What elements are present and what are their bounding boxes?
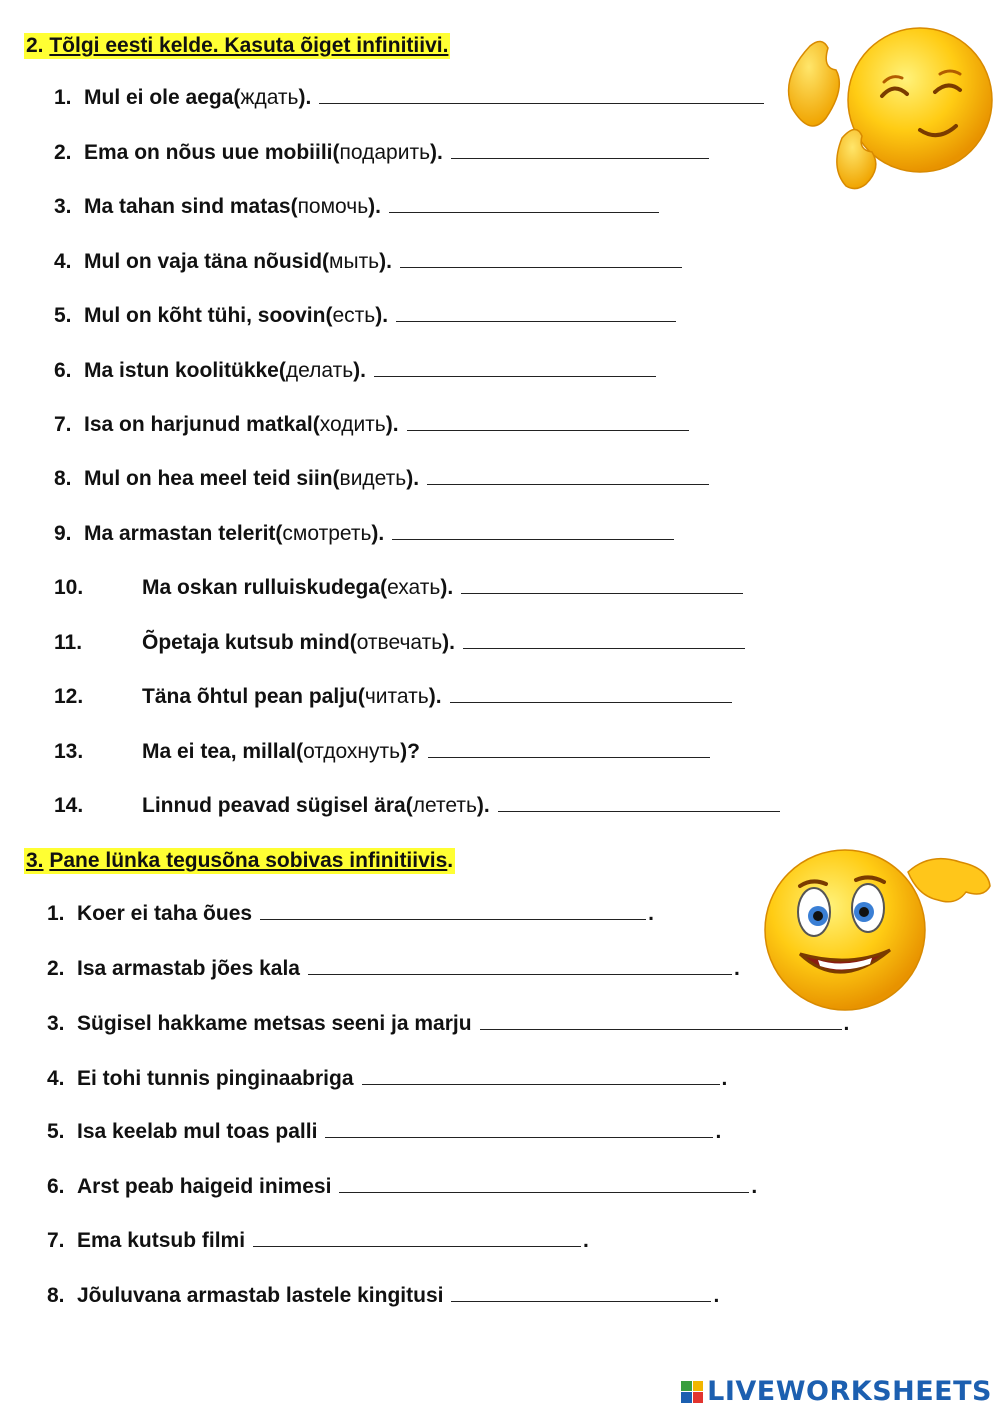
liveworksheets-mark-icon (681, 1381, 703, 1403)
close-paren: ). (368, 195, 381, 218)
item-number: 8. (47, 1284, 65, 1307)
item-number: 10. (54, 576, 84, 599)
russian-verb: отвечать (356, 631, 443, 654)
section-3-title-end: . (447, 849, 454, 872)
russian-verb: ехать (387, 576, 441, 599)
item-number: 8. (54, 467, 72, 490)
open-paren: ( (296, 740, 304, 763)
item-text: Ma istun koolitükke (84, 359, 279, 382)
section2-item (54, 193, 659, 221)
item-end: . (733, 957, 740, 980)
open-paren: ( (332, 141, 340, 164)
answer-blank[interactable] (339, 1174, 749, 1193)
item-text: Ma tahan sind matas (84, 195, 291, 218)
item-number: 7. (54, 413, 72, 436)
section2-item (54, 629, 745, 657)
answer-blank[interactable] (400, 249, 682, 268)
item-number: 2. (54, 141, 72, 164)
item-number: 7. (47, 1229, 65, 1252)
russian-verb: мыть (329, 250, 380, 273)
item-number: 1. (54, 86, 72, 109)
open-paren: ( (278, 359, 286, 382)
section2-item (54, 139, 709, 167)
item-number: 9. (54, 522, 72, 545)
item-text: Õpetaja kutsub mind (142, 631, 350, 654)
russian-verb: ходить (319, 413, 386, 436)
item-text: Mul on vaja täna nõusid (84, 250, 323, 273)
item-number: 2. (47, 957, 65, 980)
section2-item (54, 357, 656, 385)
close-paren: ). (371, 522, 385, 545)
close-paren: ). (379, 250, 392, 273)
item-text: Ema kutsub filmi (77, 1229, 246, 1252)
item-end: . (583, 1229, 589, 1252)
item-text: Linnud peavad sügisel ära (142, 794, 406, 817)
open-paren: ( (312, 413, 320, 436)
section2-item (54, 520, 674, 548)
answer-blank[interactable] (480, 1011, 842, 1030)
item-text: Isa keelab mul toas palli (77, 1120, 318, 1143)
item-number: 3. (54, 195, 72, 218)
answer-blank[interactable] (319, 85, 764, 104)
item-text: Ma ei tea, millal (142, 740, 297, 763)
open-paren: ( (233, 86, 241, 109)
liveworksheets-logo (681, 1376, 992, 1407)
russian-verb: есть (332, 304, 376, 327)
item-number: 14. (54, 794, 84, 817)
section2-item (54, 683, 732, 711)
section2-item (54, 574, 743, 602)
thinking-smiley-icon (760, 842, 995, 1012)
logo-text: LIVEWORKSHEETS (707, 1376, 992, 1407)
answer-blank[interactable] (451, 1283, 711, 1302)
section-2-title: Tõlgi eesti kelde. Kasuta õiget infinitiivi. (49, 34, 449, 57)
open-paren: ( (380, 576, 388, 599)
item-text: Koer ei taha õues (77, 902, 253, 925)
answer-blank[interactable] (498, 793, 780, 812)
item-text: Täna õhtul pean palju (142, 685, 358, 708)
open-paren: ( (275, 522, 283, 545)
section2-item (54, 84, 764, 112)
item-number: 13. (54, 740, 84, 763)
open-paren: ( (357, 685, 365, 708)
item-number: 4. (47, 1067, 65, 1090)
section-3-title: Pane lünka tegusõna sobivas infinitiivis (49, 849, 448, 872)
item-number: 4. (54, 250, 72, 273)
open-paren: ( (322, 250, 330, 273)
item-number: 5. (47, 1120, 65, 1143)
russian-verb: смотреть (282, 522, 372, 545)
russian-verb: ждать (240, 86, 299, 109)
close-paren: )? (400, 740, 420, 763)
item-number: 11. (54, 631, 83, 654)
answer-blank[interactable] (308, 956, 732, 975)
section2-item (54, 248, 682, 276)
item-number: 12. (54, 685, 84, 708)
close-paren: ). (442, 631, 455, 654)
answer-blank[interactable] (461, 575, 743, 594)
answer-blank[interactable] (389, 194, 659, 213)
answer-blank[interactable] (392, 521, 674, 540)
section3-item (47, 955, 740, 983)
answer-blank[interactable] (253, 1228, 581, 1247)
item-end: . (648, 902, 654, 925)
item-end: . (751, 1175, 758, 1198)
russian-verb: помочь (297, 195, 369, 218)
russian-verb: читать (364, 685, 429, 708)
item-end: . (713, 1284, 720, 1307)
section3-item (47, 1118, 721, 1146)
russian-verb: делать (285, 359, 354, 382)
close-paren: ). (440, 576, 454, 599)
answer-blank[interactable] (260, 901, 646, 920)
open-paren: ( (290, 195, 298, 218)
russian-verb: лететь (412, 794, 477, 817)
item-end: . (715, 1120, 722, 1143)
item-text: Isa armastab jões kala (77, 957, 300, 980)
item-number: 1. (47, 902, 65, 925)
item-number: 6. (54, 359, 72, 382)
answer-blank[interactable] (463, 630, 745, 649)
answer-blank[interactable] (428, 739, 710, 758)
answer-blank[interactable] (407, 412, 689, 431)
item-text: Isa on harjunud matkal (84, 413, 313, 436)
item-text: Ma armastan telerit (84, 522, 276, 545)
close-paren: ). (428, 685, 442, 708)
item-end: . (721, 1067, 728, 1090)
close-paren: ). (375, 304, 389, 327)
section2-item (54, 411, 689, 439)
section3-item (47, 1065, 727, 1093)
item-number: 6. (47, 1175, 65, 1198)
item-text: Arst peab haigeid inimesi (77, 1175, 332, 1198)
section3-item (47, 900, 654, 928)
section3-item (47, 1173, 757, 1201)
section2-item (54, 302, 676, 330)
answer-blank[interactable] (325, 1119, 713, 1138)
section3-item (47, 1227, 589, 1255)
section-2-heading (24, 33, 450, 59)
item-number: 3. (47, 1012, 65, 1035)
item-text: Ma oskan rulluiskudega (142, 576, 381, 599)
close-paren: ). (476, 794, 490, 817)
answer-blank[interactable] (396, 303, 676, 322)
open-paren: ( (405, 794, 413, 817)
answer-blank[interactable] (451, 140, 709, 159)
section-3-heading (24, 848, 455, 874)
section3-item (47, 1282, 719, 1310)
open-paren: ( (325, 304, 333, 327)
section2-item (54, 465, 709, 493)
section2-item (54, 738, 710, 766)
close-paren: ). (406, 467, 420, 490)
russian-verb: отдохнуть (303, 740, 401, 763)
item-text: Mul on kõht tühi, soovin (84, 304, 326, 327)
answer-blank[interactable] (450, 684, 732, 703)
russian-verb: подарить (339, 141, 431, 164)
close-paren: ). (298, 86, 312, 109)
close-paren: ). (430, 141, 443, 164)
item-end: . (843, 1012, 850, 1035)
item-text: Mul on hea meel teid siin (84, 467, 333, 490)
section-3-number: 3. (26, 849, 44, 872)
answer-blank[interactable] (427, 466, 709, 485)
close-paren: ). (385, 413, 399, 436)
item-text: Mul ei ole aega (84, 86, 234, 109)
shy-smiley-icon (770, 18, 995, 193)
item-text: Jõuluvana armastab lastele kingitusi (77, 1284, 444, 1307)
item-text: Sügisel hakkame metsas seeni ja marju (77, 1012, 472, 1035)
open-paren: ( (349, 631, 357, 654)
answer-blank[interactable] (374, 358, 656, 377)
item-number: 5. (54, 304, 72, 327)
section-2-number: 2. (26, 34, 44, 57)
answer-blank[interactable] (362, 1066, 720, 1085)
close-paren: ). (353, 359, 366, 382)
open-paren: ( (332, 467, 340, 490)
section2-item (54, 792, 780, 820)
section3-item (47, 1010, 849, 1038)
item-text: Ei tohi tunnis pinginaabriga (77, 1067, 354, 1090)
item-text: Ema on nõus uue mobiili (84, 141, 333, 164)
russian-verb: видеть (339, 467, 407, 490)
